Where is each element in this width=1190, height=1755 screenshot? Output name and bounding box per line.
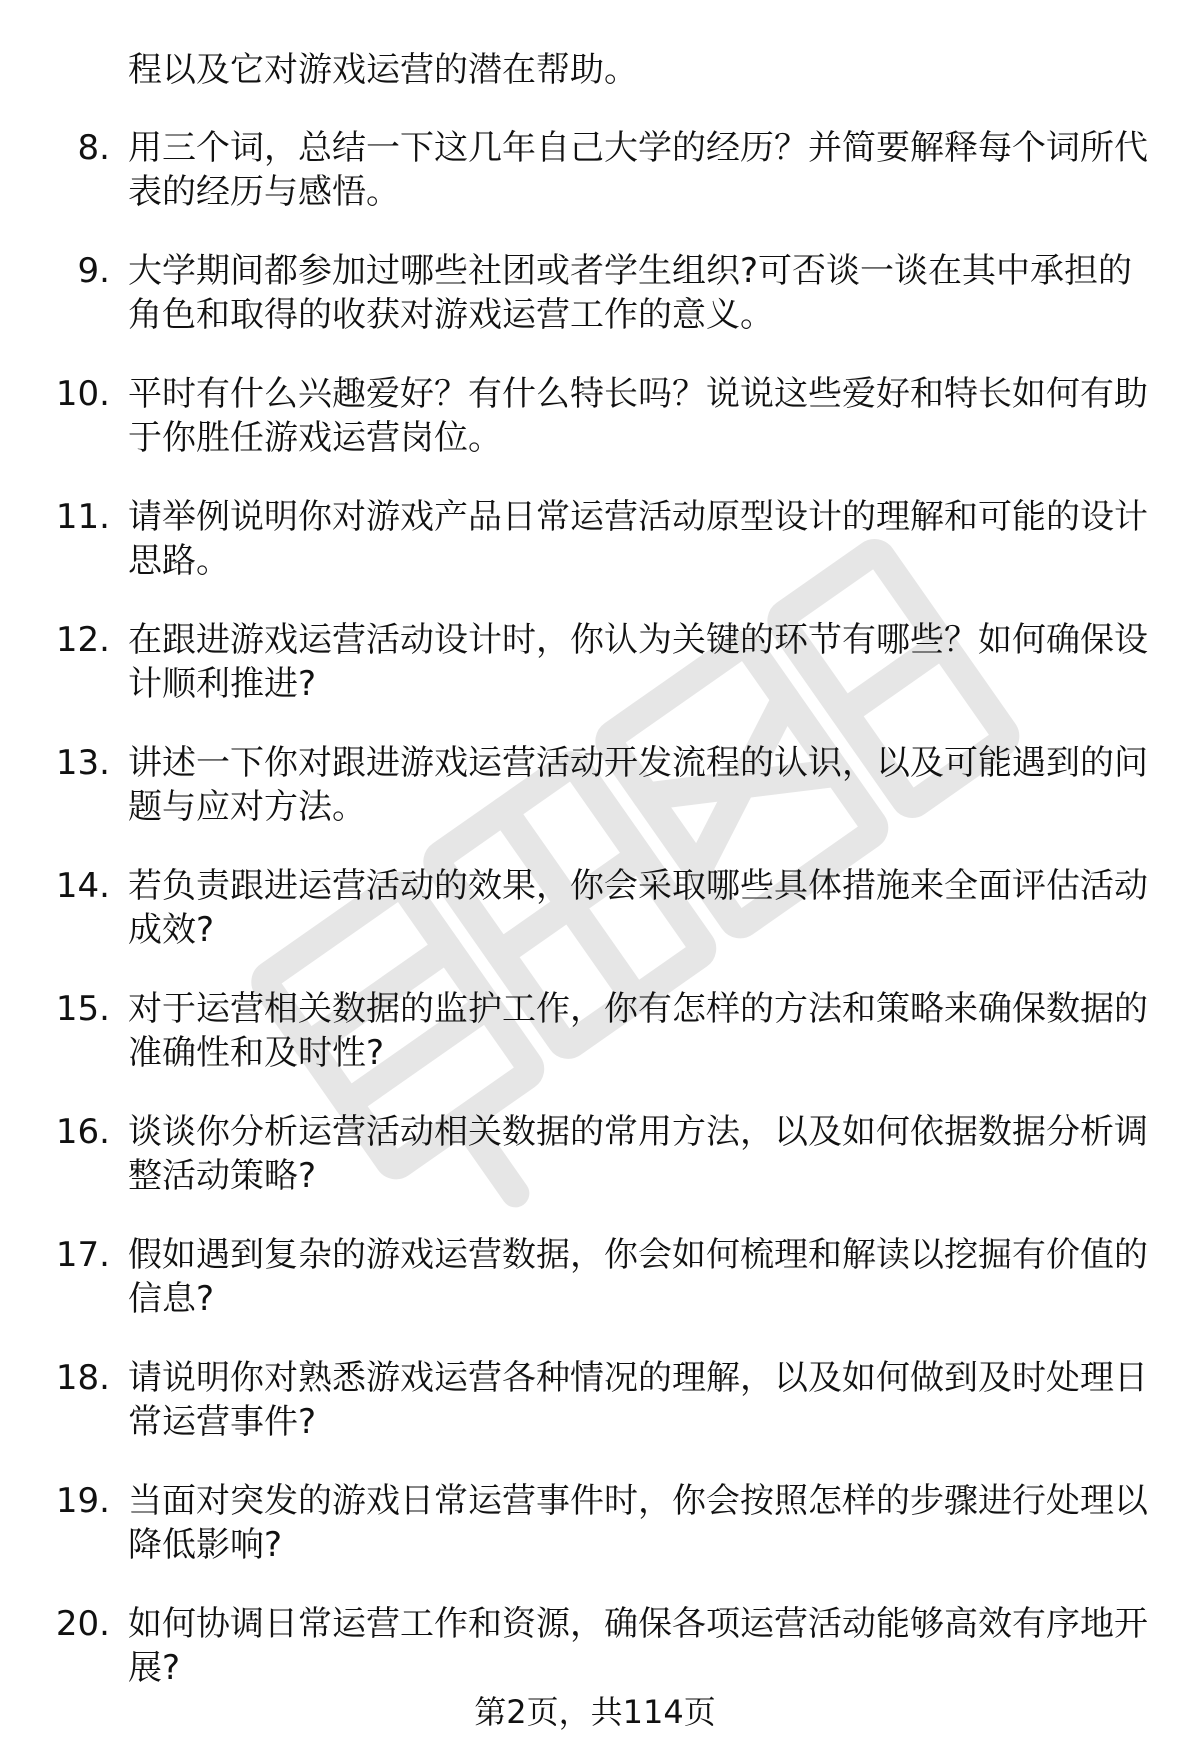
list-item	[0, 372, 1190, 495]
question-text: 当面对突发的游戏日常运营事件时，你会按照怎样的步骤进行处理以降低影响?	[128, 1481, 1148, 1565]
list-item	[0, 864, 1190, 987]
question-number: 19.	[55, 1481, 110, 1521]
list-item	[0, 1233, 1190, 1356]
question-number: 11.	[55, 497, 110, 537]
question-number: 12.	[55, 620, 110, 660]
question-text: 用三个词，总结一下这几年自己大学的经历？并简要解释每个词所代表的经历与感悟。	[128, 128, 1148, 212]
question-text: 谈谈你分析运营活动相关数据的常用方法，以及如何依据数据分析调整活动策略?	[128, 1112, 1148, 1196]
question-text: 请举例说明你对游戏产品日常运营活动原型设计的理解和可能的设计思路。	[128, 497, 1148, 581]
list-item	[0, 495, 1190, 618]
list-item	[0, 126, 1190, 249]
question-number: 18.	[55, 1358, 110, 1398]
question-number: 8.	[77, 128, 110, 168]
question-text: 若负责跟进运营活动的效果，你会采取哪些具体措施来全面评估活动成效?	[128, 866, 1148, 950]
list-item	[0, 741, 1190, 864]
list-item	[0, 249, 1190, 372]
question-number: 16.	[55, 1112, 110, 1152]
question-number: 14.	[55, 866, 110, 906]
page-footer: 第2页，共114页	[474, 1693, 716, 1731]
list-item	[0, 1110, 1190, 1233]
question-number: 13.	[55, 743, 110, 783]
question-text: 如何协调日常运营工作和资源，确保各项运营活动能够高效有序地开展?	[128, 1604, 1148, 1688]
question-number: 20.	[55, 1604, 110, 1644]
question-text: 在跟进游戏运营活动设计时，你认为关键的环节有哪些？如何确保设计顺利推进?	[128, 620, 1148, 704]
question-text: 对于运营相关数据的监护工作，你有怎样的方法和策略来确保数据的准确性和及时性?	[128, 989, 1148, 1073]
question-number: 10.	[55, 374, 110, 414]
question-text: 讲述一下你对跟进游戏运营活动开发流程的认识，以及可能遇到的问题与应对方法。	[128, 743, 1148, 827]
question-list	[0, 126, 1190, 1725]
question-number: 9.	[77, 251, 110, 291]
question-number: 15.	[55, 989, 110, 1029]
list-item	[0, 1479, 1190, 1602]
question-number: 17.	[55, 1235, 110, 1275]
question-text: 平时有什么兴趣爱好？有什么特长吗？说说这些爱好和特长如何有助于你胜任游戏运营岗位。	[128, 374, 1148, 458]
question-text: 大学期间都参加过哪些社团或者学生组织?可否谈一谈在其中承担的角色和取得的收获对游戏运营工作的意义。	[128, 251, 1133, 335]
list-item	[0, 987, 1190, 1110]
continuation-text: 程以及它对游戏运营的潜在帮助。	[128, 50, 638, 90]
question-text: 假如遇到复杂的游戏运营数据，你会如何梳理和解读以挖掘有价值的信息?	[128, 1235, 1148, 1319]
list-item	[0, 618, 1190, 741]
list-item	[0, 1356, 1190, 1479]
question-text: 请说明你对熟悉游戏运营各种情况的理解，以及如何做到及时处理日常运营事件?	[128, 1358, 1148, 1442]
